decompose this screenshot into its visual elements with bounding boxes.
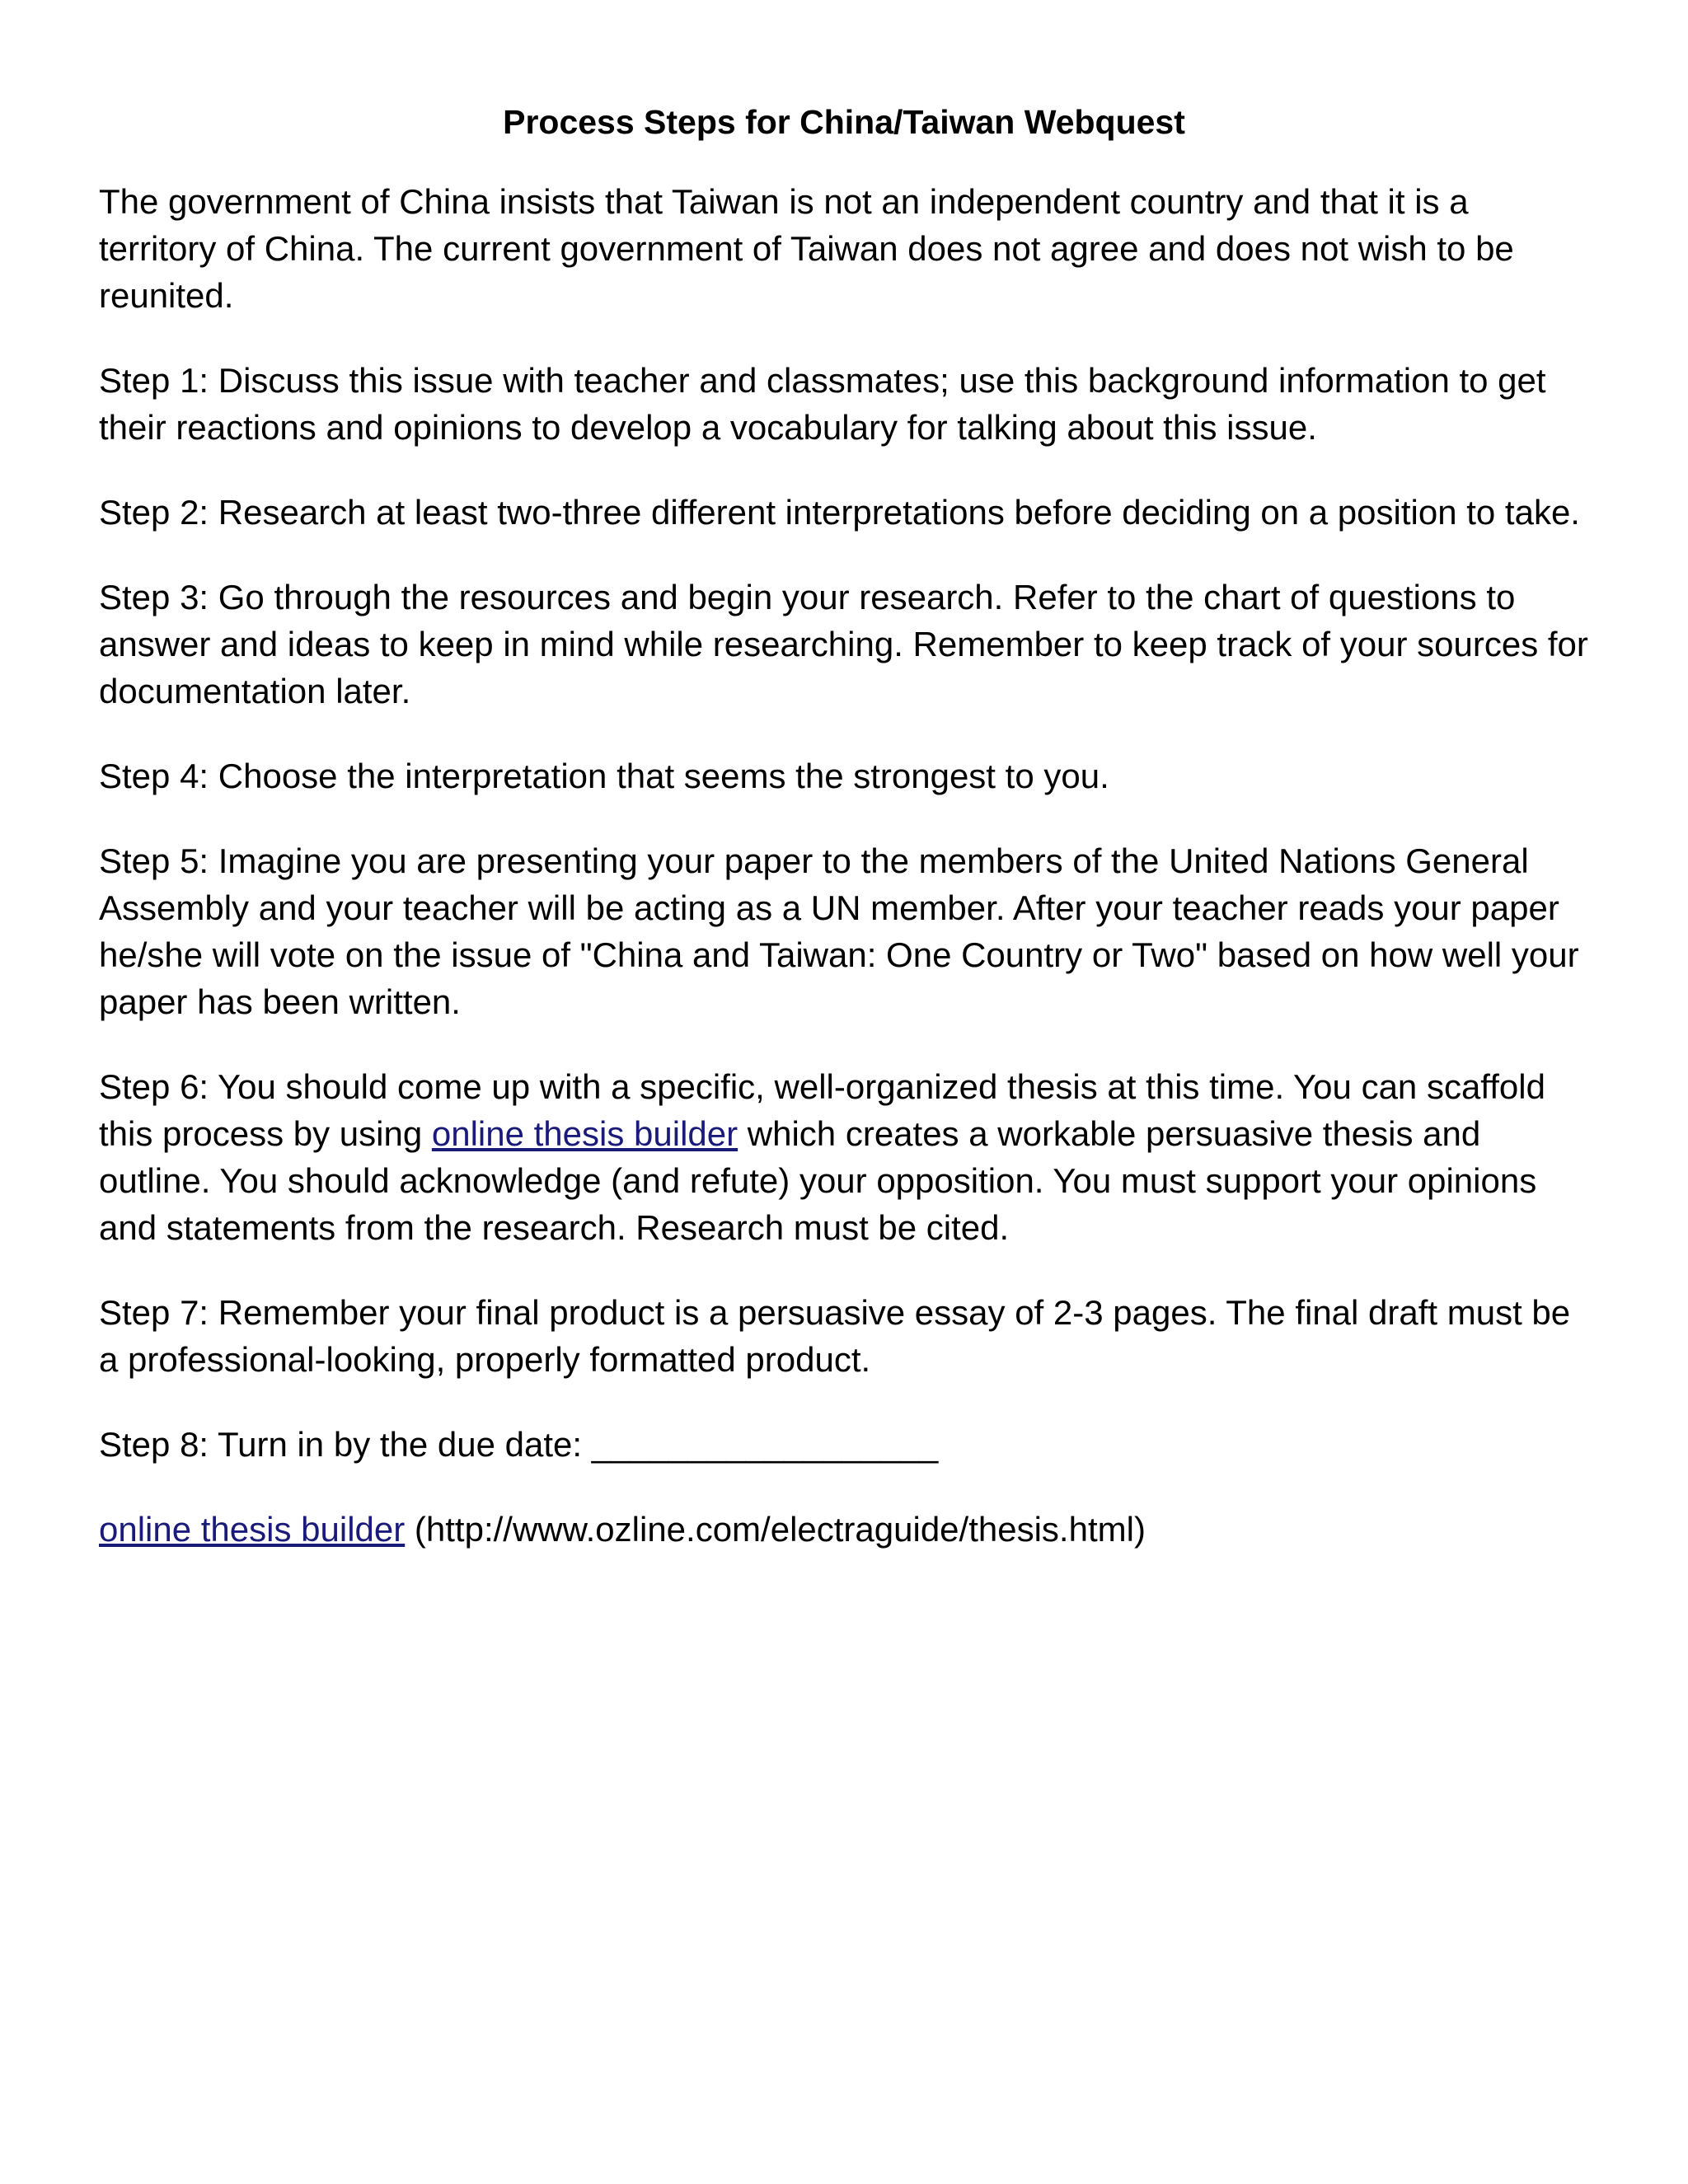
step-3-paragraph: Step 3: Go through the resources and begin your research. Refer to the chart of questions to answer and ideas to keep in mind while researching. Remember to keep track of your sources for documentation later. xyxy=(99,578,1588,710)
footnote-paragraph xyxy=(99,1506,1589,1553)
footnote-thesis-builder-link[interactable]: online thesis builder xyxy=(99,1510,406,1549)
step-7-paragraph: Step 7: Remember your final product is a persuasive essay of 2-3 pages. The final draft must be a professional-looking, properly formatted product. xyxy=(99,1293,1571,1379)
step-5-paragraph: Step 5: Imagine you are presenting your paper to the members of the United Nations General Assembly and your teacher will be acting as a UN member. After your teacher reads your paper he/she will vote on the issue of "China and Taiwan: One Country or Two" based on how well your paper has been written. xyxy=(99,841,1579,1021)
step-8-paragraph: Step 8: Turn in by the due date: __________________ xyxy=(99,1425,939,1464)
footnote-url-text: (http://www.ozline.com/electraguide/thesis.html) xyxy=(405,1510,1146,1549)
step-4-paragraph: Step 4: Choose the interpretation that seems the strongest to you. xyxy=(99,757,1109,795)
page-title: Process Steps for China/Taiwan Webquest xyxy=(503,103,1185,141)
step-6-text-after-link: which creates a workable persuasive thesis and outline. You should acknowledge (and refute) your opposition. You must support your opinions and statements from the research. Research must be cited. xyxy=(99,1114,1537,1247)
document-page xyxy=(99,99,1589,1591)
step-2-paragraph: Step 2: Research at least two-three different interpretations before deciding on a position to take. xyxy=(99,493,1580,532)
step-6-paragraph xyxy=(99,1063,1589,1251)
step-6-text-before-link: Step 6: You should come up with a specific, well-organized thesis at this time. You can scaffold this process by using xyxy=(99,1067,1545,1153)
intro-paragraph: The government of China insists that Taiwan is not an independent country and that it is a territory of China. The current government of Taiwan does not agree and does not wish to be reunited. xyxy=(99,182,1514,315)
step-1-paragraph: Step 1: Discuss this issue with teacher and classmates; use this background information to get their reactions and opinions to develop a vocabulary for talking about this issue. xyxy=(99,361,1546,447)
thesis-builder-link[interactable]: online thesis builder xyxy=(431,1114,738,1153)
